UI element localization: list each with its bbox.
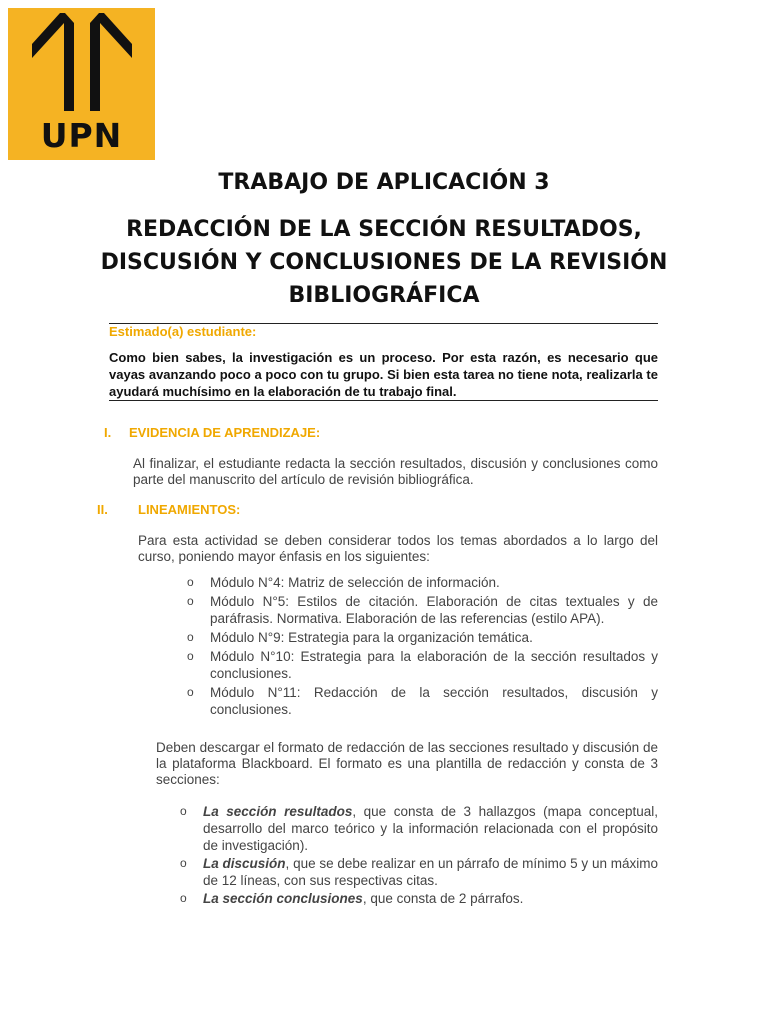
section-label: La sección resultados — [203, 804, 353, 819]
list-item — [187, 574, 658, 591]
bullet-marker: o — [187, 649, 194, 663]
upn-arrows-icon — [8, 8, 155, 118]
upn-logo — [8, 8, 155, 160]
list-item — [187, 648, 658, 682]
bullet-marker: o — [180, 804, 187, 818]
logo-text: UPN — [40, 116, 123, 155]
divider-bottom — [109, 400, 658, 401]
section-text: , que consta de 3 hallazgos (mapa conceptual, desarrollo del marco teórico y la información relacionada con el propósito de investigación). — [203, 804, 658, 853]
document-subtitle — [0, 213, 768, 312]
bullet-marker: o — [180, 891, 187, 905]
module-text: Módulo N°9: Estrategia para la organización temática. — [210, 630, 533, 645]
list-item — [180, 890, 658, 907]
subtitle-line: REDACCIÓN DE LA SECCIÓN RESULTADOS, — [126, 217, 642, 242]
section-label: La sección conclusiones — [203, 891, 363, 906]
list-item — [187, 629, 658, 646]
document-title: TRABAJO DE APLICACIÓN 3 — [218, 170, 550, 195]
section-text: , que consta de 2 párrafos. — [362, 891, 524, 906]
bullet-marker: o — [187, 685, 194, 699]
section-1-heading: EVIDENCIA DE APRENDIZAJE: — [129, 425, 321, 440]
module-text: Módulo N°10: Estrategia para la elaboración de la sección resultados y conclusiones. — [210, 649, 658, 681]
section-2-text: Para esta actividad se deben considerar todos los temas abordados a lo largo del curso, poniendo mayor énfasis en los siguientes: — [138, 533, 658, 564]
list-item — [187, 684, 658, 718]
format-text: Deben descargar el formato de redacción de las secciones resultado y discusión de la plataforma Blackboard. El formato es una plantilla de redacción y consta de 3 secciones: — [156, 740, 658, 787]
section-1-text: Al finalizar, el estudiante redacta la sección resultados, discusión y conclusiones como parte del manuscrito del artículo de revisión bibliográfica. — [133, 456, 658, 487]
module-text: Módulo N°4: Matriz de selección de información. — [210, 575, 500, 590]
section-2-number: II. — [97, 502, 108, 517]
module-list — [187, 574, 658, 718]
section-label: La discusión — [203, 856, 286, 871]
bullet-marker: o — [180, 856, 187, 870]
section-text: , que se debe realizar en un párrafo de mínimo 5 y un máximo de 12 líneas, con sus respectivas citas. — [203, 856, 658, 888]
subtitle-line: DISCUSIÓN Y CONCLUSIONES DE LA REVISIÓN — [100, 250, 668, 275]
greeting: Estimado(a) estudiante: — [109, 324, 257, 339]
bullet-marker: o — [187, 575, 194, 589]
subtitle-line: BIBLIOGRÁFICA — [288, 283, 480, 308]
list-item — [187, 593, 658, 627]
list-item — [180, 803, 658, 854]
intro-paragraph: Como bien sabes, la investigación es un proceso. Por esta razón, es necesario que vayas avanzando poco a poco con tu grupo. Si bien esta tarea no tiene nota, realizarla te ayudará muchísimo en la elaboración de tu trabajo final. — [109, 350, 658, 399]
section-2-heading: LINEAMIENTOS: — [138, 502, 241, 517]
bullet-marker: o — [187, 630, 194, 644]
bullet-marker: o — [187, 594, 194, 608]
module-text: Módulo N°11: Redacción de la sección resultados, discusión y conclusiones. — [210, 685, 658, 717]
format-section-list — [180, 803, 658, 907]
module-text: Módulo N°5: Estilos de citación. Elaboración de citas textuales y de paráfrasis. Normativa. Elaboración de las referencias (estilo APA). — [210, 594, 658, 626]
section-1-number: I. — [104, 425, 112, 440]
list-item — [180, 855, 658, 889]
